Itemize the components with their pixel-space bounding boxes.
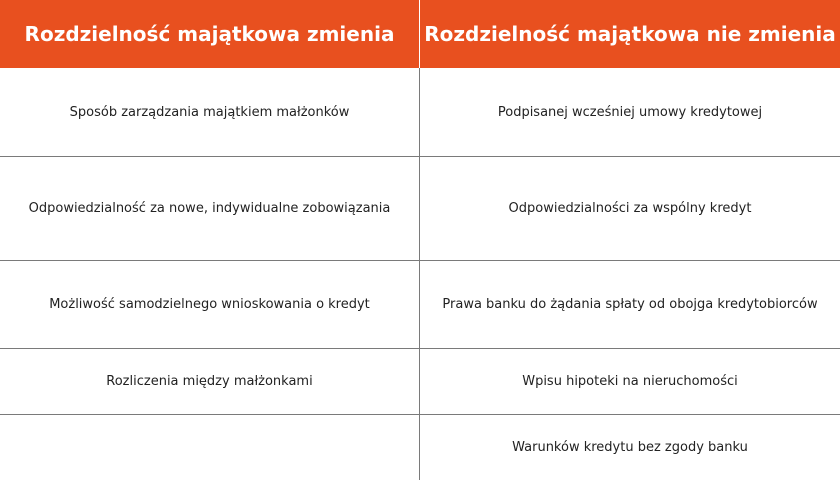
table-cell-does-not-change: Podpisanej wcześniej umowy kredytowej: [497, 104, 763, 120]
table-cell-changes: [0, 415, 419, 480]
table-cell-changes: Odpowiedzialność za nowe, indywidualne zobowiązania: [28, 201, 391, 216]
table-cell-changes: Rozliczenia między małżonkami: [106, 374, 313, 389]
table-cell-does-not-change: Prawa banku do żądania spłaty od obojga kredytobiorców: [442, 297, 818, 312]
table-cell-does-not-change: Warunków kredytu bez zgody banku: [512, 440, 748, 455]
header-changes: Rozdzielność majątkowa zmienia: [24, 22, 395, 46]
table-cell-does-not-change: Wpisu hipoteki na nieruchomości: [522, 374, 738, 389]
table-cell-changes: Sposób zarządzania majątkiem małżonków: [69, 104, 350, 120]
table-header: [0, 0, 840, 68]
table-cell-changes: Możliwość samodzielnego wnioskowania o kredyt: [49, 297, 370, 312]
header-does-not-change: Rozdzielność majątkowa nie zmienia: [424, 22, 836, 46]
table-cell-does-not-change: Odpowiedzialności za wspólny kredyt: [508, 201, 752, 216]
